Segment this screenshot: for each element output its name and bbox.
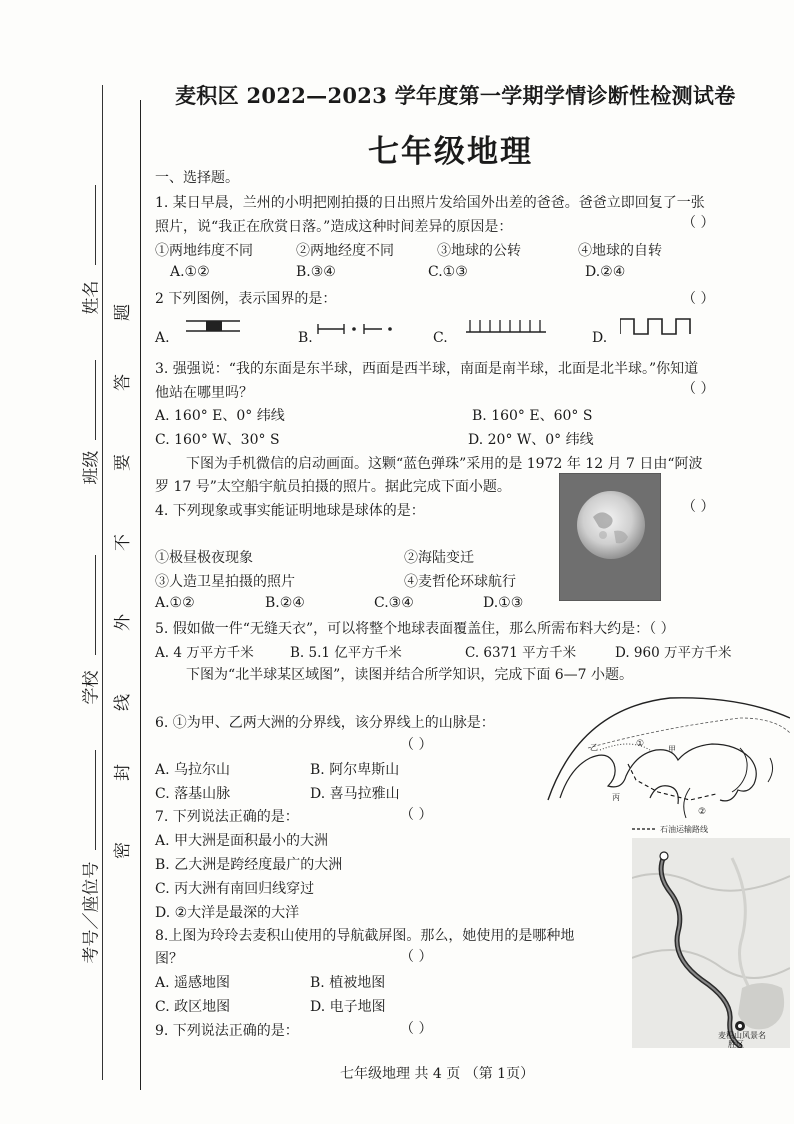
seal-char: 答 bbox=[113, 374, 133, 391]
q3-option-b[interactable]: B. 160° E、60° S bbox=[472, 408, 593, 424]
q6-option-b[interactable]: B. 阿尔卑斯山 bbox=[310, 762, 400, 778]
nav-destination-line1: 麦积山风景名 bbox=[718, 1031, 766, 1040]
q1-option-b[interactable]: B.③④ bbox=[296, 264, 336, 280]
q8-answer-blank[interactable]: （ ） bbox=[400, 949, 433, 965]
seat-field-label: 考号／座位号 bbox=[81, 861, 102, 964]
q8-option-a[interactable]: A. 遥感地图 bbox=[155, 975, 231, 991]
q1-option-a[interactable]: A.①② bbox=[170, 264, 210, 280]
map-label-bing: 丙 bbox=[612, 793, 620, 802]
exam-subject: 七年级地理 bbox=[368, 134, 533, 170]
q6-option-c[interactable]: C. 落基山脉 bbox=[155, 786, 231, 802]
name-field-blank[interactable] bbox=[95, 185, 96, 265]
q9-answer-blank[interactable]: （ ） bbox=[400, 1021, 433, 1037]
q7-option-a[interactable]: A. 甲大洲是面积最小的大洲 bbox=[155, 833, 329, 849]
nav-destination-line2: 胜区 bbox=[728, 1040, 744, 1048]
q1-answer-blank[interactable]: （ ） bbox=[682, 215, 715, 231]
q7-answer-blank[interactable]: （ ） bbox=[400, 807, 433, 823]
q1-stem-line1: 1. 某日早晨，兰州的小明把刚拍摄的日出照片发给国外出差的爸爸。爸爸立即回复了一张 bbox=[155, 195, 705, 211]
q7-option-d[interactable]: D. ②大洋是最深的大洋 bbox=[155, 905, 300, 921]
q8-stem-line1: 8.上图为玲玲去麦积山使用的导航截屏图。那么，她使用的是哪种地 bbox=[155, 928, 575, 944]
q3-answer-blank[interactable]: （ ） bbox=[682, 381, 715, 397]
q5-option-d[interactable]: D. 960 万平方千米 bbox=[615, 645, 732, 661]
q2-stem: 2 下列图例，表示国界的是： bbox=[155, 291, 337, 307]
q1-option-d[interactable]: D.②④ bbox=[585, 264, 626, 280]
oil-route-legend-icon bbox=[632, 825, 656, 833]
northern-hemisphere-map bbox=[540, 688, 790, 826]
map-label-boundary: ① bbox=[636, 739, 645, 749]
q1-statement-4: ④地球的自转 bbox=[578, 243, 662, 259]
q6-answer-blank[interactable]: （ ） bbox=[400, 737, 433, 753]
q2-option-c[interactable]: C. bbox=[433, 330, 448, 346]
seal-char: 封 bbox=[113, 764, 133, 781]
seal-char: 要 bbox=[113, 454, 133, 471]
q4-statement-4: ④麦哲伦环球航行 bbox=[404, 574, 516, 590]
q1-statement-3: ③地球的公转 bbox=[437, 243, 521, 259]
q7-option-b[interactable]: B. 乙大洲是跨经度最广的大洲 bbox=[155, 857, 343, 873]
q4-intro-line2: 罗 17 号”太空船宇航员拍摄的照片。据此完成下面小题。 bbox=[155, 479, 511, 495]
class-field-blank[interactable] bbox=[95, 360, 96, 440]
q4-statement-2: ②海陆变迁 bbox=[404, 550, 474, 566]
binding-line-inner bbox=[140, 100, 141, 1090]
q2-answer-blank[interactable]: （ ） bbox=[682, 291, 715, 307]
q4-option-b[interactable]: B.②④ bbox=[265, 595, 305, 611]
q8-option-b[interactable]: B. 植被地图 bbox=[310, 975, 386, 991]
map-label-ocean: ② bbox=[698, 807, 707, 817]
wechat-blue-marble-photo bbox=[559, 473, 661, 601]
q4-stem: 4. 下列现象或事实能证明地球是球体的是： bbox=[155, 503, 425, 519]
q3-option-c[interactable]: C. 160° W、30° S bbox=[155, 432, 280, 448]
q6-option-d[interactable]: D. 喜马拉雅山 bbox=[310, 786, 400, 802]
binding-line-outer bbox=[102, 85, 103, 1080]
seal-char: 题 bbox=[113, 304, 133, 321]
seal-char: 密 bbox=[113, 842, 133, 859]
q1-stem-line2: 照片，说“我正在欣赏日落。”造成这种时间差异的原因是： bbox=[155, 219, 513, 235]
q6-stem: 6. ①为甲、乙两大洲的分界线，该分界线上的山脉是： bbox=[155, 715, 495, 731]
q5-option-b[interactable]: B. 5.1 亿平方千米 bbox=[290, 645, 402, 661]
q8-stem-line2: 图？ bbox=[155, 951, 183, 967]
q2-option-a[interactable]: A. bbox=[155, 330, 170, 346]
legend-symbol-b bbox=[316, 322, 396, 336]
q6-intro: 下图为“北半球某区域图”，读图并结合所学知识，完成下面 6—7 小题。 bbox=[186, 667, 634, 683]
q1-statement-2: ②两地经度不同 bbox=[296, 243, 394, 259]
q7-stem: 7. 下列说法正确的是： bbox=[155, 809, 299, 825]
q3-stem-line2: 他站在哪里吗？ bbox=[155, 385, 253, 401]
legend-symbol-c bbox=[466, 318, 546, 334]
q4-option-a[interactable]: A.①② bbox=[155, 595, 195, 611]
map-label-yi: 乙 bbox=[590, 743, 598, 752]
name-field-label: 姓名 bbox=[81, 280, 102, 315]
page-footer: 七年级地理 共 4 页 （第 1页） bbox=[340, 1066, 535, 1082]
q5-stem: 5. 假如做一件“无缝天衣”，可以将整个地球表面覆盖住，那么所需布料大约是：（ ） bbox=[155, 621, 675, 637]
seat-field-blank[interactable] bbox=[95, 750, 96, 850]
q4-option-c[interactable]: C.③④ bbox=[374, 595, 414, 611]
q3-option-d[interactable]: D. 20° W、0° 纬线 bbox=[468, 432, 594, 448]
legend-symbol-a bbox=[186, 317, 240, 335]
q4-intro-line1: 下图为手机微信的启动画面。这颗“蓝色弹珠”采用的是 1972 年 12 月 7 日由“阿波 bbox=[186, 456, 703, 472]
q4-option-d[interactable]: D.①③ bbox=[483, 595, 524, 611]
q4-statement-3: ③人造卫星拍摄的照片 bbox=[155, 574, 295, 590]
seal-char: 线 bbox=[113, 694, 133, 711]
exam-title: 麦积区 2022—2023 学年度第一学期学情诊断性检测试卷 bbox=[175, 83, 736, 108]
q1-option-c[interactable]: C.①③ bbox=[428, 264, 468, 280]
legend-symbol-d bbox=[620, 316, 692, 336]
q4-statement-1: ①极昼极夜现象 bbox=[155, 550, 253, 566]
q3-stem-line1: 3. 强强说：“我的东面是东半球，西面是西半球，南面是南半球，北面是北半球。”你知道 bbox=[155, 361, 699, 377]
q7-option-c[interactable]: C. 丙大洲有南回归线穿过 bbox=[155, 881, 315, 897]
navigation-screenshot-map bbox=[632, 838, 790, 1048]
map-label-jia: 甲 bbox=[668, 745, 676, 754]
q2-option-b[interactable]: B. bbox=[298, 330, 313, 346]
q4-answer-blank[interactable]: （ ） bbox=[682, 499, 715, 515]
section-heading: 一、选择题。 bbox=[155, 170, 239, 186]
class-field-label: 班级 bbox=[81, 450, 102, 485]
q5-option-c[interactable]: C. 6371 平方千米 bbox=[465, 645, 577, 661]
q6-option-a[interactable]: A. 乌拉尔山 bbox=[155, 762, 231, 778]
seal-char: 外 bbox=[113, 614, 133, 631]
q2-option-d[interactable]: D. bbox=[592, 330, 608, 346]
seal-char: 不 bbox=[113, 534, 133, 551]
oil-route-legend-label: 石油运输路线 bbox=[660, 825, 708, 834]
q8-option-d[interactable]: D. 电子地图 bbox=[310, 999, 386, 1015]
school-field-blank[interactable] bbox=[95, 555, 96, 655]
q9-stem: 9. 下列说法正确的是： bbox=[155, 1023, 299, 1039]
q8-option-c[interactable]: C. 政区地图 bbox=[155, 999, 231, 1015]
q5-option-a[interactable]: A. 4 万平方千米 bbox=[155, 645, 254, 661]
q3-option-a[interactable]: A. 160° E、0° 纬线 bbox=[155, 408, 285, 424]
q1-statement-1: ①两地纬度不同 bbox=[155, 243, 253, 259]
school-field-label: 学校 bbox=[81, 670, 102, 705]
